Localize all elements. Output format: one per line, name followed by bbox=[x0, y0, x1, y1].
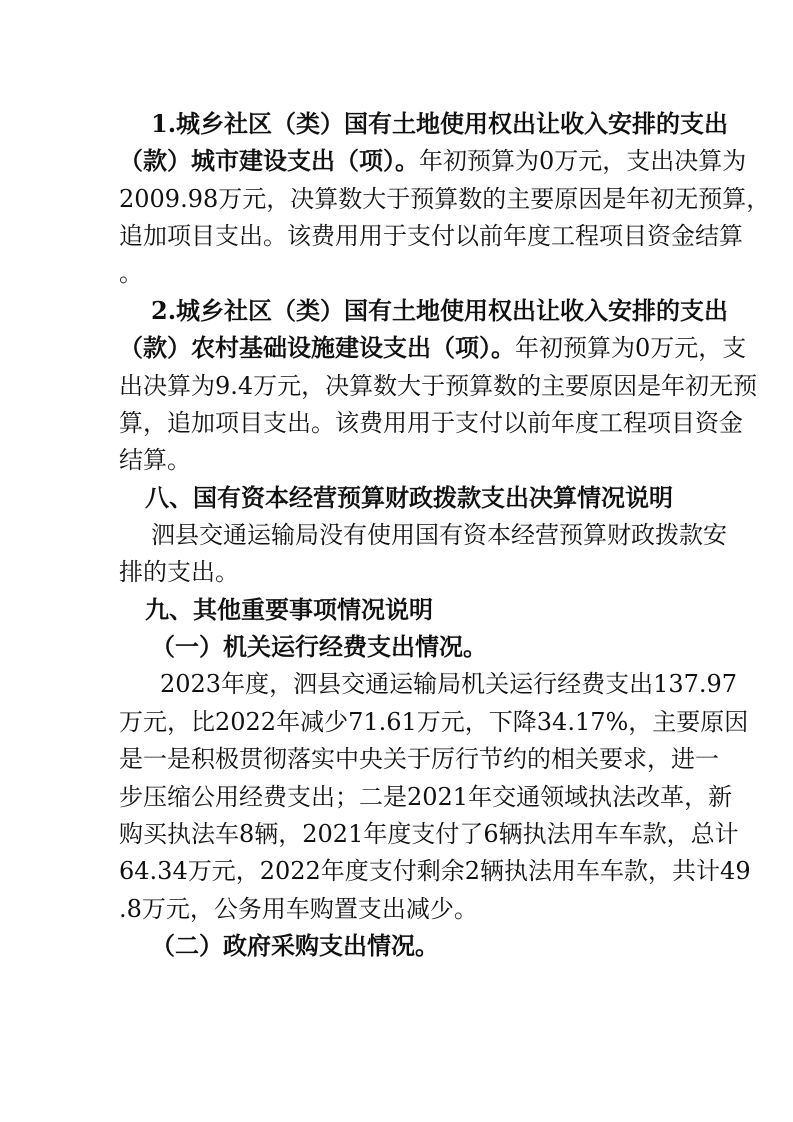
section1-line5: 。 bbox=[119, 259, 143, 287]
section2-line5: 结算。 bbox=[119, 446, 191, 474]
section2-title-line2-rest: 年初预算为0万元，支 bbox=[515, 334, 747, 362]
section9-p3: 是一是积极贯彻落实中央关于厉行节约的相关要求，进一 bbox=[119, 745, 719, 773]
section1-title-line1: 1.城乡社区（类）国有土地使用权出让收入安排的支出 bbox=[151, 109, 729, 138]
section1-title-line2-bold: （款）城市建设支出（项）。 bbox=[119, 146, 419, 175]
section1-line3: 2009.98万元，决算数大于预算数的主要原因是年初无预算， bbox=[119, 185, 771, 213]
section2-title-line2-bold: （款）农村基础设施建设支出（项）。 bbox=[119, 333, 515, 362]
section9-p4: 步压缩公用经费支出；二是2021年交通领域执法改革，新 bbox=[119, 783, 733, 811]
section9-p5: 购买执法车8辆，2021年度支付了6辆执法用车车款，总计 bbox=[119, 820, 739, 848]
section2-line4: 算，追加项目支出。该费用用于支付以前年度工程项目资金 bbox=[119, 409, 743, 437]
section8-line2: 排的支出。 bbox=[119, 558, 239, 586]
section1-line4: 追加项目支出。该费用用于支付以前年度工程项目资金结算 bbox=[119, 222, 743, 250]
section2-line2 bbox=[119, 332, 746, 364]
section2-title-line1: 2.城乡社区（类）国有土地使用权出让收入安排的支出 bbox=[151, 296, 729, 325]
section9-p6: 64.34万元，2022年度支付剩余2辆执法用车车款，共计49 bbox=[119, 857, 751, 885]
section9-heading: 九、其他重要事项情况说明 bbox=[145, 596, 433, 624]
section9-subheading-1: （一）机关运行经费支出情况。 bbox=[151, 632, 487, 661]
section8-line1: 泗县交通运输局没有使用国有资本经营预算财政拨款安 bbox=[151, 521, 727, 549]
section1-title-line2-rest: 年初预算为0万元，支出决算为 bbox=[419, 147, 747, 175]
section2-line3: 出决算为9.4万元，决算数大于预算数的主要原因是年初无预 bbox=[119, 372, 758, 400]
section8-heading: 八、国有资本经营预算财政拨款支出决算情况说明 bbox=[145, 484, 673, 512]
section9-p2: 万元，比2022年减少71.61万元，下降34.17%，主要原因 bbox=[119, 708, 749, 736]
section9-p7: .8万元，公务用车购置支出减少。 bbox=[119, 895, 478, 923]
section1-line2 bbox=[119, 145, 746, 177]
section9-p1: 2023年度，泗县交通运输局机关运行经费支出137.97 bbox=[160, 670, 738, 698]
section9-subheading-2: （二）政府采购支出情况。 bbox=[151, 931, 439, 960]
